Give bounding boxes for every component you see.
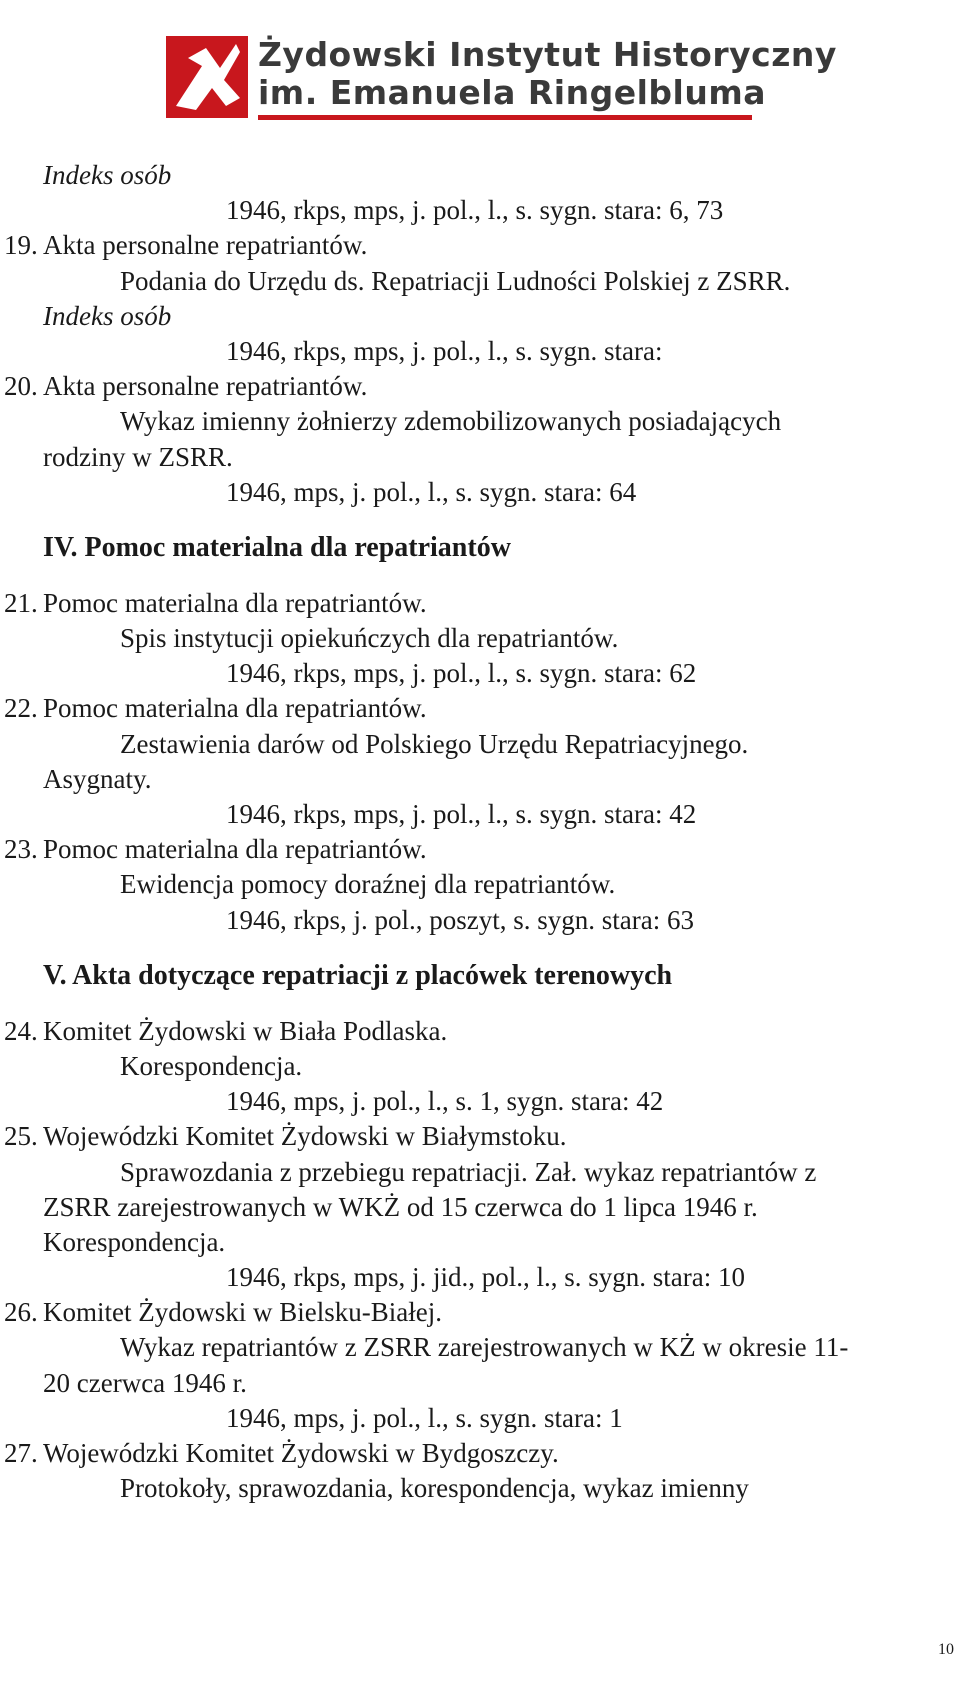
entry-description: Korespondencja.	[120, 1050, 303, 1081]
section-heading-iv: IV. Pomoc materialna dla repatriantów	[43, 531, 511, 563]
record-details: 1946, rkps, j. pol., poszyt, s. sygn. stara: 63	[226, 904, 694, 935]
logo-line-1: Żydowski Instytut Historyczny	[258, 35, 837, 74]
logo-text	[258, 36, 837, 112]
entry-19	[0, 228, 960, 263]
entry-description-cont: rodziny w ZSRR.	[43, 441, 233, 472]
entry-title: Komitet Żydowski w Bielsku-Białej.	[43, 1297, 442, 1328]
record-details: 1946, rkps, mps, j. pol., l., s. sygn. stara: 62	[226, 658, 697, 689]
record-details: 1946, rkps, mps, j. pol., l., s. sygn. stara: 42	[226, 799, 697, 829]
entry-number: 22.	[4, 693, 38, 724]
entry-number: 24.	[4, 1015, 38, 1046]
index-note: Indeks osób	[43, 300, 172, 331]
entry-number: 21.	[4, 587, 38, 618]
entry-description-cont: 20 czerwca 1946 r.	[43, 1367, 247, 1398]
record-details: 1946, rkps, mps, j. pol., l., s. sygn. stara:	[226, 335, 663, 366]
entry-title: Akta personalne repatriantów.	[43, 230, 368, 261]
entry-number: 26.	[4, 1297, 38, 1328]
entry-description: Wykaz repatriantów z ZSRR zarejestrowanych w KŻ w okresie 11-	[120, 1332, 849, 1363]
entry-25	[0, 1119, 960, 1154]
document-body	[0, 158, 960, 1506]
page-number: 10	[938, 1641, 954, 1658]
logo-underline	[258, 115, 752, 120]
record-details: 1946, rkps, mps, j. jid., pol., l., s. sygn. stara: 10	[226, 1262, 745, 1293]
entry-24	[0, 1014, 960, 1049]
institute-logo	[166, 35, 837, 122]
record-details: 1946, rkps, mps, j. pol., l., s. sygn. stara: 6, 73	[226, 195, 724, 226]
entry-22	[0, 691, 960, 726]
entry-description-cont: ZSRR zarejestrowanych w WKŻ od 15 czerwca do 1 lipca 1946 r.	[43, 1191, 758, 1222]
entry-26	[0, 1295, 960, 1330]
logo-line-2: im. Emanuela Ringelbluma	[258, 73, 766, 112]
entry-title: Komitet Żydowski w Biała Podlaska.	[43, 1015, 448, 1046]
record-details: 1946, mps, j. pol., l., s. sygn. stara: 64	[226, 476, 637, 507]
entry-title: Pomoc materialna dla repatriantów.	[43, 834, 427, 865]
entry-number: 25.	[4, 1121, 38, 1152]
entry-title: Akta personalne repatriantów.	[43, 371, 368, 402]
entry-description: Spis instytucji opiekuńczych dla repatriantów.	[120, 623, 619, 654]
entry-description: Wykaz imienny żołnierzy zdemobilizowanych posiadających	[120, 406, 782, 437]
entry-21	[0, 586, 960, 621]
entry-description: Zestawienia darów od Polskiego Urzędu Repatriacyjnego.	[120, 728, 749, 759]
entry-number: 27.	[4, 1438, 38, 1468]
entry-23	[0, 832, 960, 867]
entry-description: Sprawozdania z przebiegu repatriacji. Zał. wykaz repatriantów z	[120, 1156, 817, 1187]
record-details: 1946, mps, j. pol., l., s. sygn. stara: 1	[226, 1402, 623, 1433]
entry-number: 20.	[4, 371, 38, 402]
record-details: 1946, mps, j. pol., l., s. 1, sygn. stara: 42	[226, 1086, 664, 1117]
entry-title: Wojewódzki Komitet Żydowski w Białymstoku.	[43, 1121, 567, 1152]
entry-description-cont: Asygnaty.	[43, 763, 152, 794]
zih-logo-icon	[166, 36, 248, 118]
section-heading-v: V. Akta dotyczące repatriacji z placówek terenowych	[43, 959, 673, 991]
entry-20	[0, 369, 960, 404]
index-note: Indeks osób	[43, 160, 172, 190]
entry-description: Ewidencja pomocy doraźnej dla repatriantów.	[120, 869, 616, 900]
entry-title: Pomoc materialna dla repatriantów.	[43, 693, 427, 724]
entry-description: Protokoły, sprawozdania, korespondencja, wykaz imienny	[120, 1473, 749, 1504]
entry-title: Wojewódzki Komitet Żydowski w Bydgoszczy.	[43, 1438, 559, 1468]
entry-number: 23.	[4, 834, 38, 865]
entry-title: Pomoc materialna dla repatriantów.	[43, 587, 427, 618]
entry-27	[0, 1436, 960, 1471]
entry-description-cont: Korespondencja.	[43, 1226, 226, 1257]
entry-description: Podania do Urzędu ds. Repatriacji Ludności Polskiej z ZSRR.	[120, 265, 791, 296]
entry-number: 19.	[4, 230, 38, 261]
